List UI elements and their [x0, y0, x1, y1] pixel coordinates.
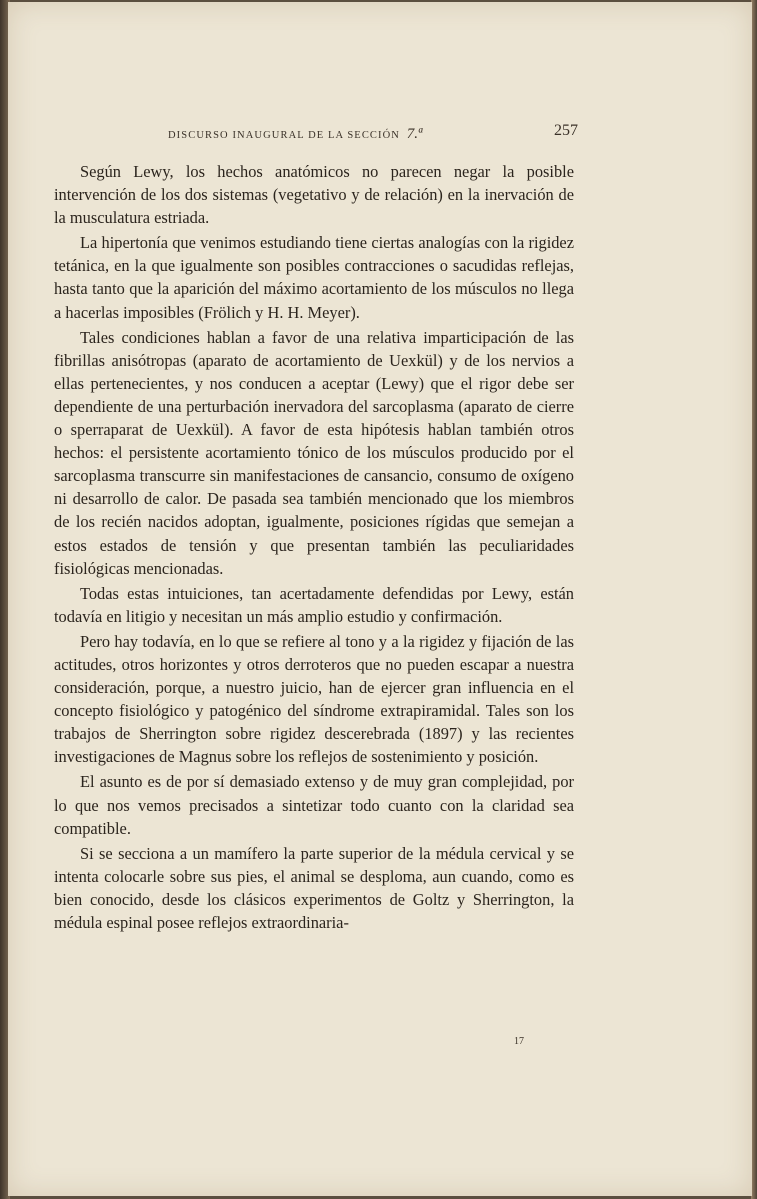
- paragraph: Según Lewy, los hechos anatómicos no parecen negar la posible intervención de los dos sistemas (vegetativo y de relación) en la inervación de la musculatura estriada.: [54, 162, 574, 228]
- signature-mark: 17: [514, 1036, 524, 1047]
- running-head-section-number: 7.ª: [406, 126, 423, 142]
- page-header: [168, 120, 578, 146]
- paragraph: Pero hay todavía, en lo que se refiere al tono y a la rigidez y fijación de las actitudes, otros horizontes y otros derroteros que no pueden escapar a nuestra consideración, porque, a nuestro juicio, han de ejercer gran influencia en el concepto fisiológico y patogénico del síndrome extrapiramidal. Tales son los trabajos de Sherrington sobre rigidez descerebrada (1897) y las recientes investigaciones de Magnus sobre los reflejos de sostenimiento y posición.: [54, 631, 574, 767]
- running-head: [168, 126, 422, 143]
- book-page: [8, 2, 752, 1196]
- paragraph: Todas estas intuiciones, tan acertadamente defendidas por Lewy, están todavía en litigio y necesitan un más amplio estudio y confirmación.: [54, 583, 574, 626]
- page-number: 257: [554, 122, 578, 139]
- paragraph: Tales condiciones hablan a favor de una relativa imparticipación de las fibrillas anisótropas (aparato de acortamiento de Uexkül) y de los nervios a ellas pertenecientes, y nos conducen a aceptar (Lewy) que el rigor debe ser dependiente de una perturbación inervadora del sarcoplasma (aparato de cierre o sperraparat de Uexkül). A favor de esta hipótesis hablan también otros hechos: el persistente acortamiento tónico de los músculos producido por el sarcoplasma transcurre sin manifestaciones de cansancio, consumo de oxígeno ni desarrollo de calor. De pasada sea también mencionado que los miembros de los recién nacidos adoptan, igualmente, posiciones rígidas que semejan a estos estados de tensión y que presentan también las peculiaridades fisiológicas mencionadas.: [54, 327, 574, 578]
- paragraph: El asunto es de por sí demasiado extenso y de muy gran complejidad, por lo que nos vemos precisados a sintetizar todo cuanto con la claridad sea compatible.: [54, 772, 574, 838]
- paragraph: La hipertonía que venimos estudiando tiene ciertas analogías con la rigidez tetánica, en la que igualmente son posibles contracciones o sacudidas reflejas, hasta tanto que la aparición del máximo acortamiento de los músculos no llega a hacerlas imposibles (Frölich y H. H. Meyer).: [54, 233, 574, 322]
- running-head-text: DISCURSO INAUGURAL DE LA SECCIÓN: [168, 130, 400, 141]
- paragraph: Si se secciona a un mamífero la parte superior de la médula cervical y se intenta colocarle sobre sus pies, el animal se desploma, aun cuando, como es bien conocido, desde los clásicos experimentos de Goltz y Sherrington, la médula espinal posee reflejos extraordinaria-: [54, 843, 574, 932]
- body-text: [54, 160, 574, 936]
